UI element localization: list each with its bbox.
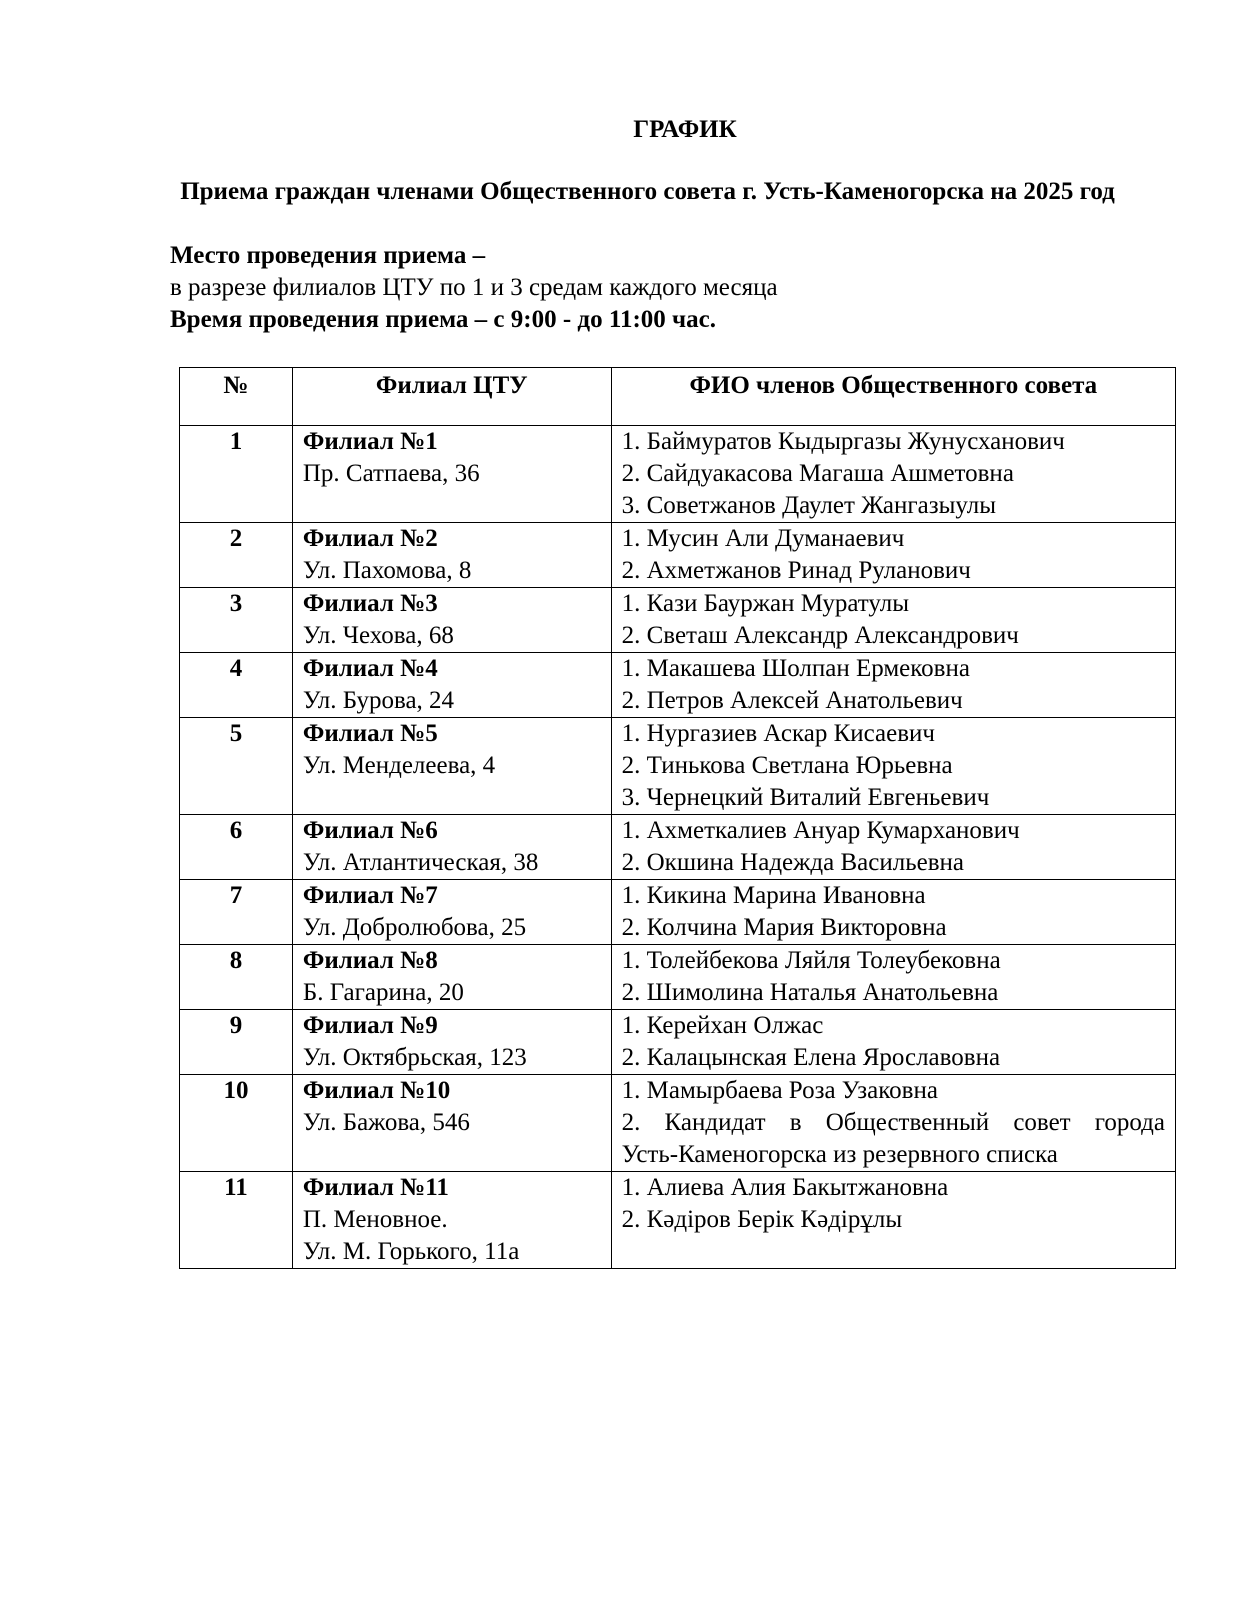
members-cell xyxy=(611,523,1175,588)
branch-cell xyxy=(292,1010,611,1075)
members-cell xyxy=(611,880,1175,945)
table-row xyxy=(180,815,1176,880)
branch-name: Филиал №4 xyxy=(302,655,438,682)
branch-cell xyxy=(292,426,611,523)
row-number: 5 xyxy=(180,718,293,815)
table-row xyxy=(180,1010,1176,1075)
member-name: 3. Советжанов Даулет Жангазыулы xyxy=(621,492,997,519)
row-number: 1 xyxy=(180,426,293,523)
branch-address: Ул. Чехова, 68 xyxy=(302,622,454,649)
schedule-body xyxy=(180,426,1176,1269)
branch-name: Филиал №11 xyxy=(302,1174,449,1201)
branch-cell xyxy=(292,653,611,718)
members-cell xyxy=(611,945,1175,1010)
member-name: 2. Сайдуакасова Магаша Ашметовна xyxy=(621,460,1014,487)
members-cell xyxy=(611,815,1175,880)
branch-address: Ул. Пахомова, 8 xyxy=(302,557,472,584)
document-title: ГРАФИК xyxy=(633,116,737,143)
branch-cell xyxy=(292,880,611,945)
branch-address: Ул. Бажова, 546 xyxy=(302,1109,470,1136)
table-header-row xyxy=(180,368,1176,426)
member-name: 2. Колчина Мария Викторовна xyxy=(621,914,947,941)
row-number: 6 xyxy=(180,815,293,880)
branch-address: Ул. М. Горького, 11а xyxy=(302,1238,520,1265)
member-name: 2. Кәдіров Берік Кәдірұлы xyxy=(621,1206,903,1233)
members-cell xyxy=(611,653,1175,718)
member-name: 2. Калацынская Елена Ярославовна xyxy=(621,1044,1001,1071)
members-cell xyxy=(611,426,1175,523)
row-number: 9 xyxy=(180,1010,293,1075)
member-name: 1. Баймуратов Кыдыргазы Жунусханович xyxy=(621,428,1065,455)
row-number: 4 xyxy=(180,653,293,718)
row-number: 2 xyxy=(180,523,293,588)
branch-name: Филиал №7 xyxy=(302,882,438,909)
place-label: Место проведения приема – xyxy=(170,242,486,269)
branch-address: Ул. Бурова, 24 xyxy=(302,687,455,714)
column-header-members: ФИО членов Общественного совета xyxy=(611,368,1175,426)
members-cell xyxy=(611,1172,1175,1269)
branch-address: Ул. Менделеева, 4 xyxy=(302,752,496,779)
column-header-number: № xyxy=(180,368,293,426)
row-number: 11 xyxy=(180,1172,293,1269)
branch-name: Филиал №8 xyxy=(302,947,438,974)
member-name: 1. Толейбекова Ляйля Толеубековна xyxy=(621,947,1001,974)
branch-cell xyxy=(292,718,611,815)
column-header-branch: Филиал ЦТУ xyxy=(292,368,611,426)
member-name: 2. Петров Алексей Анатольевич xyxy=(621,687,963,714)
table-row xyxy=(180,1075,1176,1172)
row-number: 7 xyxy=(180,880,293,945)
member-name: 2. Ахметжанов Ринад Руланович xyxy=(621,557,971,584)
member-name: 1. Кази Бауржан Муратулы xyxy=(621,590,910,617)
branch-cell xyxy=(292,588,611,653)
table-row xyxy=(180,945,1176,1010)
branch-cell xyxy=(292,815,611,880)
schedule-table xyxy=(179,367,1176,1269)
branch-name: Филиал №10 xyxy=(302,1077,451,1104)
branch-name: Филиал №1 xyxy=(302,428,438,455)
branch-address: Ул. Атлантическая, 38 xyxy=(302,849,539,876)
branch-name: Филиал №9 xyxy=(302,1012,438,1039)
row-number: 8 xyxy=(180,945,293,1010)
member-name: 3. Чернецкий Виталий Евгеньевич xyxy=(621,784,990,811)
member-name: 1. Ахметкалиев Ануар Кумарханович xyxy=(621,817,1020,844)
member-name: 1. Мусин Али Думанаевич xyxy=(621,525,905,552)
member-name: 2. Светаш Александр Александрович xyxy=(621,622,1019,649)
member-name: 2. Кандидат в Общественный совет города xyxy=(621,1109,1165,1136)
branch-address: Ул. Добролюбова, 25 xyxy=(302,914,527,941)
member-name: 1. Керейхан Олжас xyxy=(621,1012,824,1039)
document-subtitle: Приема граждан членами Общественного совета г. Усть-Каменогорска на 2025 год xyxy=(180,178,1115,205)
member-name: 1. Алиева Алия Бакытжановна xyxy=(621,1174,949,1201)
members-cell xyxy=(611,718,1175,815)
table-row xyxy=(180,653,1176,718)
branch-name: Филиал №2 xyxy=(302,525,438,552)
member-name: 1. Макашева Шолпан Ермековна xyxy=(621,655,970,682)
member-name: 1. Мамырбаева Роза Узаковна xyxy=(621,1077,938,1104)
branch-address: П. Меновное. xyxy=(302,1206,448,1233)
table-row xyxy=(180,588,1176,653)
member-name: 2. Шимолина Наталья Анатольевна xyxy=(621,979,999,1006)
branch-name: Филиал №6 xyxy=(302,817,438,844)
row-number: 10 xyxy=(180,1075,293,1172)
table-row xyxy=(180,426,1176,523)
branch-name: Филиал №5 xyxy=(302,720,438,747)
table-row xyxy=(180,1172,1176,1269)
member-name: 1. Кикина Марина Ивановна xyxy=(621,882,926,909)
members-cell xyxy=(611,1075,1175,1172)
branch-address: Пр. Сатпаева, 36 xyxy=(302,460,480,487)
member-name: Усть-Каменогорска из резервного списка xyxy=(621,1141,1058,1168)
branch-cell xyxy=(292,1172,611,1269)
table-row xyxy=(180,880,1176,945)
branch-cell xyxy=(292,945,611,1010)
member-name: 2. Тинькова Светлана Юрьевна xyxy=(621,752,953,779)
table-row xyxy=(180,718,1176,815)
row-number: 3 xyxy=(180,588,293,653)
time-text: Время проведения приема – с 9:00 - до 11:00 час. xyxy=(170,306,716,333)
branch-address: Б. Гагарина, 20 xyxy=(302,979,464,1006)
reception-info xyxy=(170,240,1130,336)
place-text: в разрезе филиалов ЦТУ по 1 и 3 средам каждого месяца xyxy=(170,274,778,301)
table-row xyxy=(180,523,1176,588)
members-cell xyxy=(611,1010,1175,1075)
branch-cell xyxy=(292,1075,611,1172)
member-name: 2. Окшина Надежда Васильевна xyxy=(621,849,964,876)
branch-cell xyxy=(292,523,611,588)
branch-address: Ул. Октябрьская, 123 xyxy=(302,1044,527,1071)
member-name: 1. Нургазиев Аскар Кисаевич xyxy=(621,720,935,747)
members-cell xyxy=(611,588,1175,653)
branch-name: Филиал №3 xyxy=(302,590,438,617)
